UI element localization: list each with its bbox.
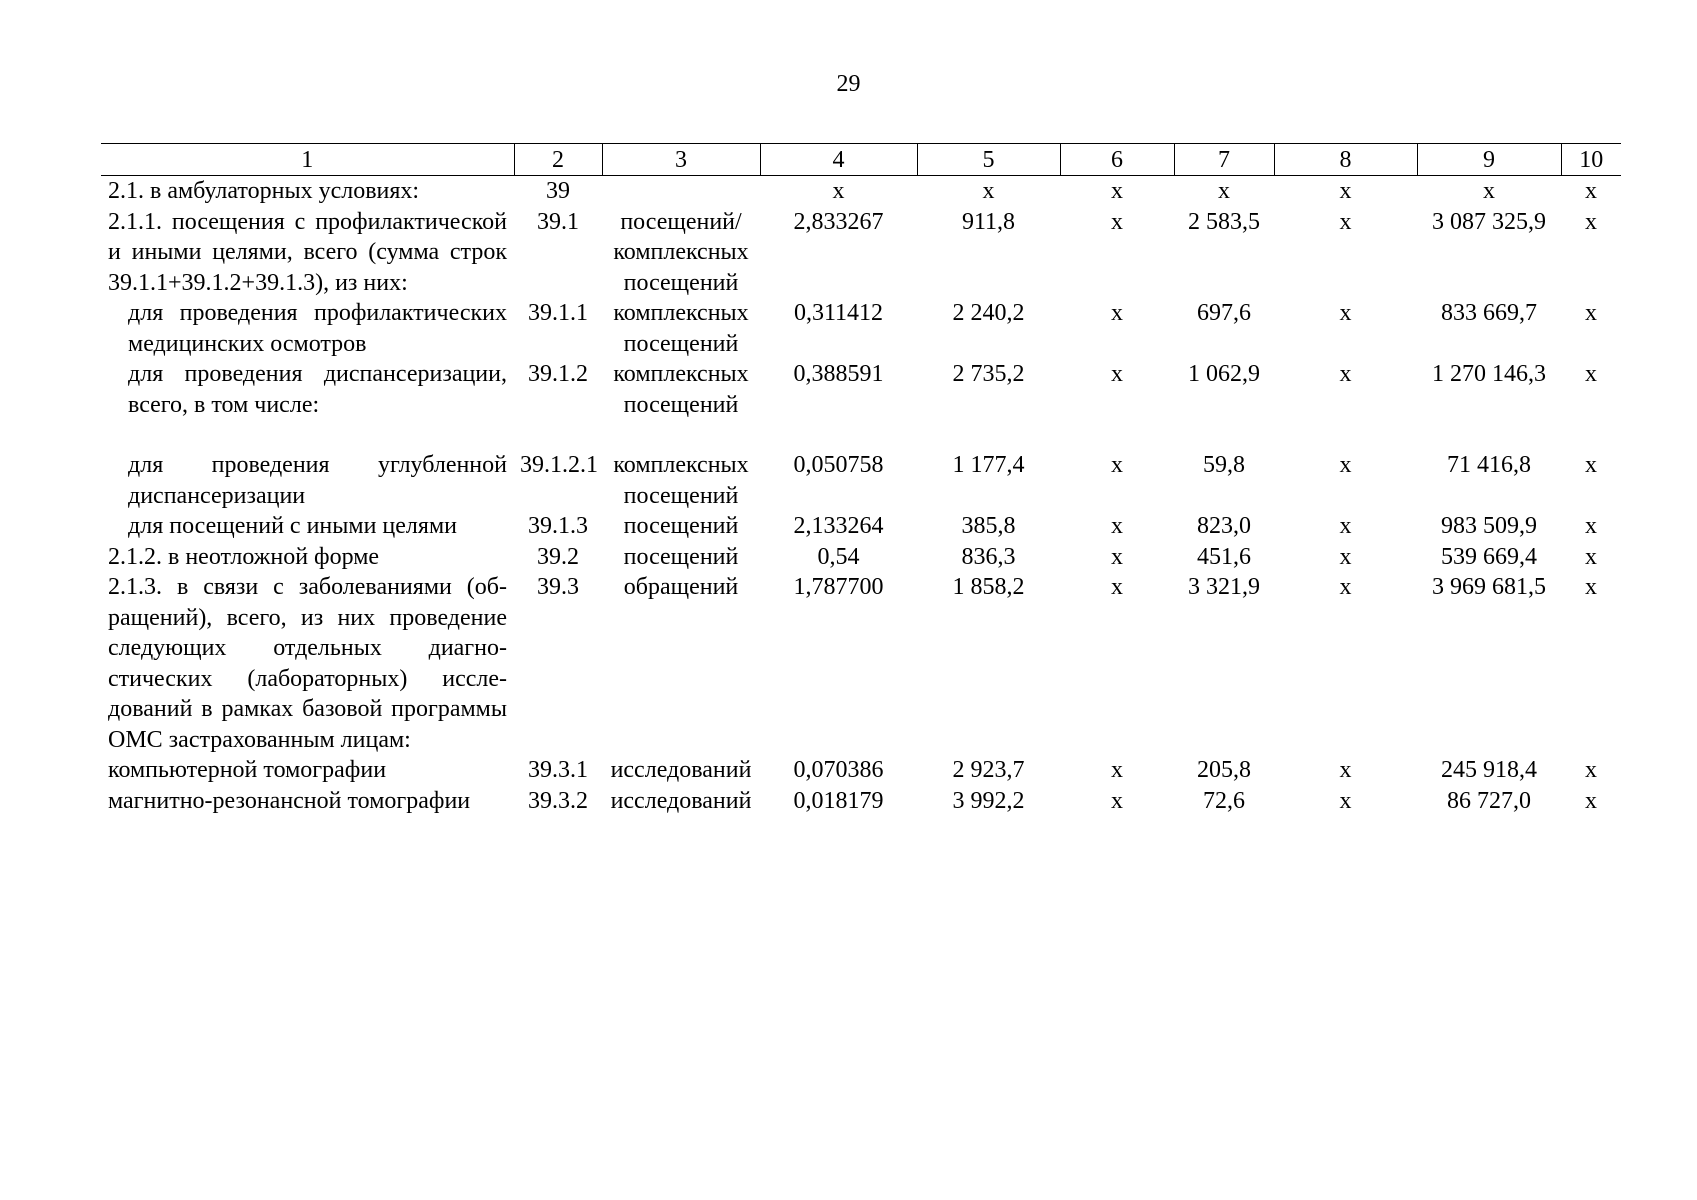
cell-col4: 0,050758	[793, 452, 884, 478]
cell-col5: 2 735,2	[952, 361, 1025, 387]
cell-col9: 1 270 146,3	[1432, 361, 1546, 387]
cell-col10: х	[1585, 513, 1597, 539]
cell-col6: х	[1111, 513, 1123, 539]
cell-col7: 2 583,5	[1188, 208, 1260, 235]
cell-col8: х	[1339, 300, 1352, 326]
cell-col5: 1 858,2	[952, 574, 1025, 600]
page-number: 29	[836, 71, 861, 97]
row-name: для проведения профилактических медицинских осмотров	[128, 300, 507, 357]
cell-col8: х	[1339, 757, 1352, 783]
row-code: 39.2	[537, 543, 579, 570]
cell-col7: 1 062,9	[1188, 361, 1260, 387]
cell-col6: х	[1111, 543, 1123, 570]
tariff-table	[101, 143, 1621, 816]
column-number: 7	[1174, 144, 1274, 176]
cell-col9: 86 727,0	[1447, 787, 1531, 814]
cell-col4: 0,018179	[793, 787, 884, 814]
cell-col10: х	[1585, 574, 1597, 600]
cell-col8: х	[1339, 513, 1352, 539]
table-row	[101, 176, 1621, 207]
row-name: для проведения диспансеризации, всего, в том числе:	[128, 361, 507, 418]
row-name: 2.1. в амбулаторных условиях:	[108, 178, 420, 204]
cell-col4: х	[832, 178, 845, 204]
row-name: 2.1.1. посещения с профилактической и иными целями, всего (сумма строк 39.1.1+39.1.2+39.1.3), из них:	[108, 208, 507, 296]
row-unit: посещений/ комплексных посещений	[613, 208, 749, 296]
column-number: 9	[1417, 144, 1561, 176]
cell-col7: 697,6	[1197, 300, 1251, 326]
cell-col5: 2 923,7	[952, 757, 1025, 783]
cell-col6: х	[1111, 787, 1123, 814]
cell-col8: х	[1339, 543, 1352, 570]
row-code: 39.1.1	[528, 300, 588, 326]
table-row	[101, 359, 1621, 450]
row-code: 39.1.2.1	[520, 452, 598, 478]
cell-col6: х	[1111, 574, 1123, 600]
row-code: 39.3.2	[528, 787, 588, 814]
table-row	[101, 755, 1621, 786]
table-row	[101, 786, 1621, 817]
cell-col10: х	[1585, 452, 1597, 478]
cell-col7: х	[1218, 178, 1230, 204]
cell-col7: 451,6	[1197, 543, 1251, 570]
cell-col9: 539 669,4	[1441, 543, 1537, 570]
cell-col6: х	[1111, 178, 1123, 204]
cell-col10: х	[1585, 787, 1597, 814]
row-code: 39.1.3	[528, 513, 588, 539]
row-unit: исследований	[610, 757, 752, 783]
column-number: 2	[514, 144, 602, 176]
cell-col10: х	[1585, 361, 1597, 387]
cell-col6: х	[1111, 361, 1123, 387]
cell-col6: х	[1111, 452, 1123, 478]
row-name: 2.1.3. в связи с заболеваниями (обращений), всего, из них проведение следующих отдельных диагностических (лабораторных) исследований в рамках базовой программы ОМС застрахованным лицам:	[108, 574, 507, 753]
cell-col9: 3 969 681,5	[1432, 574, 1546, 600]
cell-col4: 0,311412	[793, 300, 884, 326]
column-number: 5	[917, 144, 1060, 176]
row-name: для посещений с иными целями	[128, 513, 457, 539]
row-unit	[602, 176, 760, 207]
row-name: магнитно-резонансной томографии	[108, 787, 471, 814]
cell-col6: х	[1111, 208, 1123, 235]
cell-col4: 0,388591	[793, 361, 884, 387]
table-row	[101, 450, 1621, 511]
row-unit: комплексных посещений	[613, 300, 749, 357]
cell-col9: 3 087 325,9	[1432, 208, 1546, 235]
cell-col5: 2 240,2	[952, 300, 1025, 326]
row-code: 39.1	[537, 208, 579, 235]
cell-col8: х	[1339, 178, 1352, 204]
cell-col6: х	[1111, 300, 1123, 326]
cell-col8: х	[1339, 452, 1352, 478]
column-number: 10	[1561, 144, 1621, 176]
row-unit: посещений	[623, 513, 739, 539]
cell-col7: 72,6	[1203, 787, 1245, 814]
cell-col7: 59,8	[1203, 452, 1245, 478]
cell-col8: х	[1339, 361, 1352, 387]
cell-col8: х	[1339, 787, 1352, 814]
cell-col9: 71 416,8	[1447, 452, 1531, 478]
row-unit: обращений	[623, 574, 739, 600]
table-row	[101, 511, 1621, 542]
cell-col9: 833 669,7	[1441, 300, 1537, 326]
cell-col9: 245 918,4	[1441, 757, 1537, 783]
cell-col4: 2,833267	[793, 208, 884, 235]
cell-col5: 911,8	[961, 208, 1016, 235]
column-number: 6	[1060, 144, 1174, 176]
cell-col4: 0,54	[817, 543, 860, 570]
row-unit: посещений	[623, 543, 739, 570]
cell-col4: 0,070386	[793, 757, 884, 783]
column-number: 1	[101, 144, 514, 176]
row-name: 2.1.2. в неотложной форме	[108, 543, 380, 570]
column-number-row	[101, 144, 1621, 176]
table-row	[101, 572, 1621, 755]
cell-col10: х	[1585, 757, 1597, 783]
row-code: 39.1.2	[528, 361, 588, 387]
cell-col7: 823,0	[1197, 513, 1251, 539]
cell-col5: 3 992,2	[952, 787, 1025, 814]
cell-col7: 205,8	[1197, 757, 1251, 783]
row-code: 39.3.1	[528, 757, 588, 783]
cell-col8: х	[1339, 574, 1352, 600]
cell-col4: 2,133264	[793, 513, 884, 539]
row-unit: комплексных посещений	[613, 452, 749, 509]
cell-col10: х	[1585, 178, 1597, 204]
cell-col5: 385,8	[961, 513, 1016, 539]
row-name: компьютерной томографии	[108, 757, 387, 783]
tariff-table-container	[101, 143, 1621, 816]
cell-col9: 983 509,9	[1441, 513, 1537, 539]
cell-col5: 836,3	[961, 543, 1016, 570]
column-number: 8	[1274, 144, 1417, 176]
column-number: 4	[760, 144, 917, 176]
cell-col8: х	[1339, 208, 1352, 235]
column-number: 3	[602, 144, 760, 176]
cell-col10: х	[1585, 300, 1597, 326]
cell-col10: х	[1585, 208, 1597, 235]
table-row	[101, 207, 1621, 299]
cell-col7: 3 321,9	[1188, 574, 1260, 600]
cell-col5: х	[982, 178, 995, 204]
table-row	[101, 542, 1621, 573]
cell-col6: х	[1111, 757, 1123, 783]
row-code: 39	[546, 178, 570, 204]
cell-col10: х	[1585, 543, 1597, 570]
cell-col9: х	[1483, 178, 1495, 204]
row-unit: комплексных посещений	[613, 361, 749, 418]
row-unit: исследований	[610, 787, 752, 814]
table-row	[101, 298, 1621, 359]
cell-col5: 1 177,4	[952, 452, 1025, 478]
row-code: 39.3	[537, 574, 579, 600]
cell-col4: 1,787700	[793, 574, 884, 600]
row-name: для проведения углубленной диспансеризации	[128, 452, 507, 509]
